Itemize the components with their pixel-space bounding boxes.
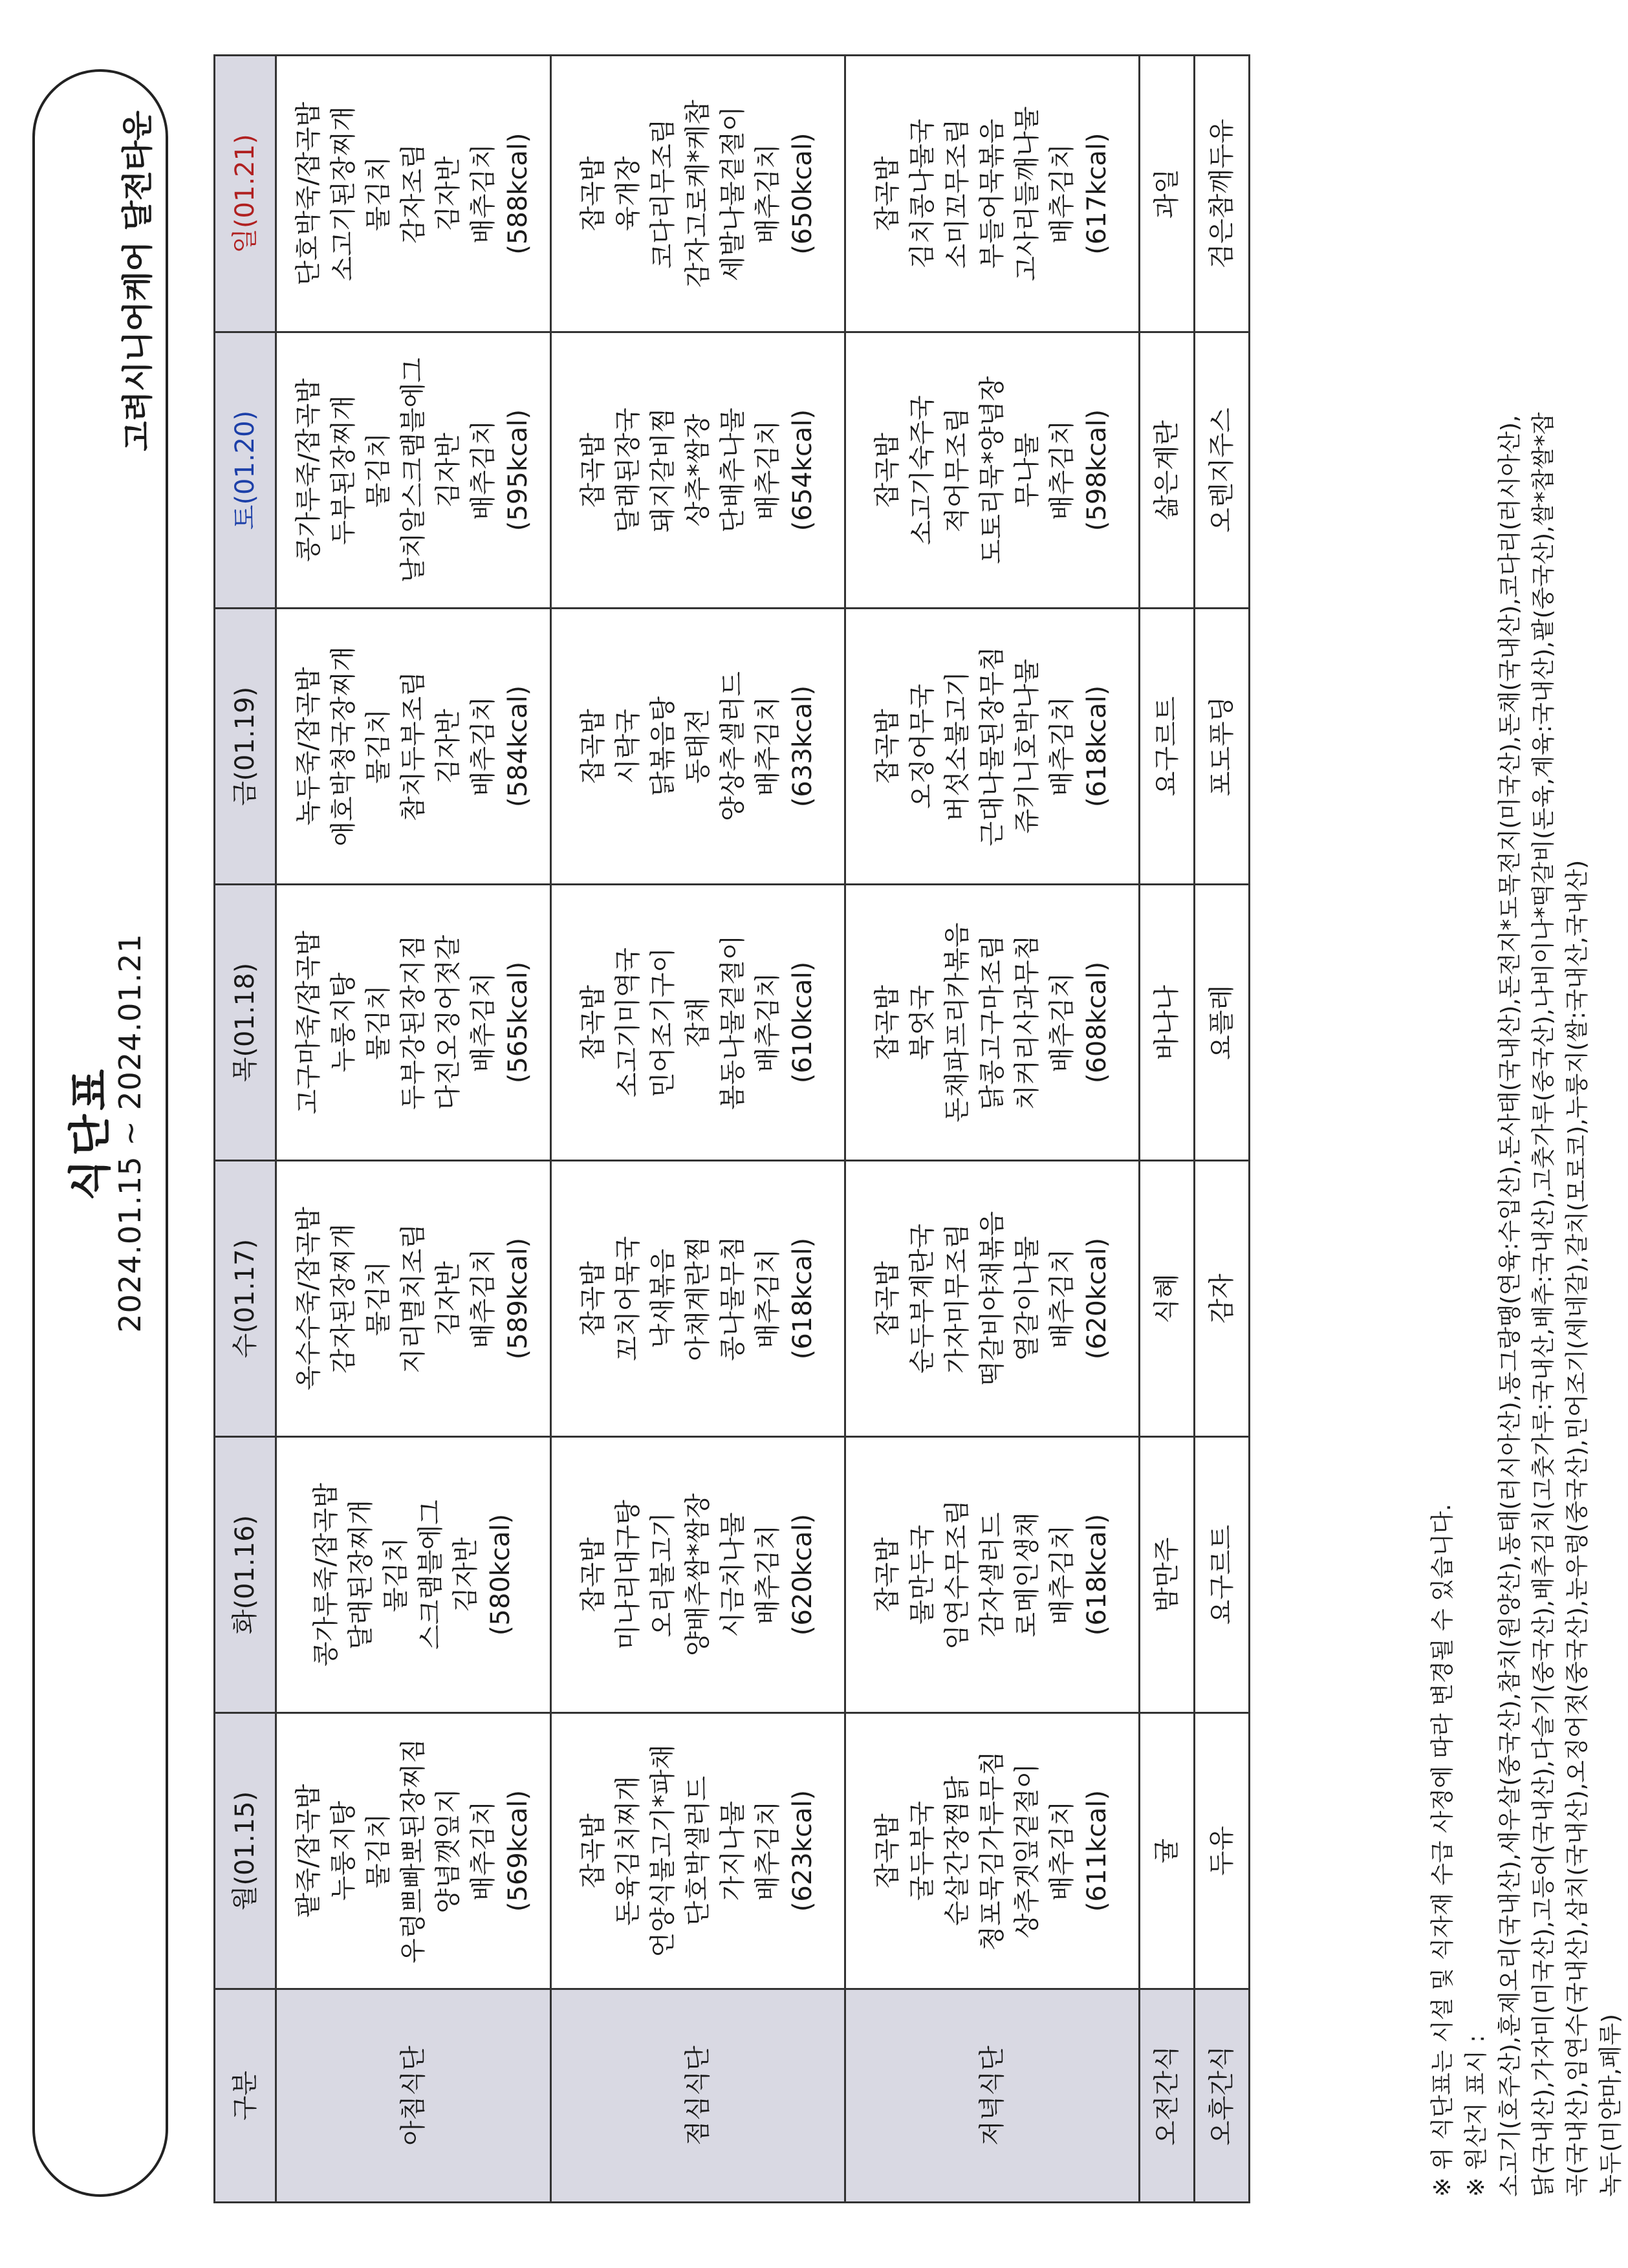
- menu-item: 민어조기구이: [648, 947, 678, 1097]
- menu-item: 잡채: [683, 997, 713, 1048]
- menu-item: (650kcal): [788, 133, 818, 255]
- menu-item: 누룽지탕: [329, 1800, 358, 1901]
- menu-item: 배추김치: [753, 1248, 783, 1349]
- menu-item: 배추김치: [1047, 1248, 1077, 1349]
- menu-cell: [1195, 1161, 1250, 1437]
- menu-cell: [276, 1161, 551, 1437]
- menu-item: 날치알스크램블에그: [398, 358, 428, 583]
- menu-item: 다진오징어젓갈: [433, 934, 463, 1110]
- menu-item: 상추*쌈장: [683, 413, 713, 527]
- menu-item: 김자반: [433, 433, 463, 508]
- menu-item: 아채계란찜: [683, 1236, 713, 1361]
- menu-item: 시락국: [613, 709, 643, 784]
- menu-item: 잡곡밥: [578, 1813, 608, 1888]
- menu-item: 물김치: [381, 1537, 411, 1612]
- menu-item: 배추김치: [468, 972, 498, 1073]
- menu-item: 닭볶음탕: [648, 696, 678, 797]
- menu-item: 돈육김치찌개: [613, 1776, 643, 1926]
- menu-item: 양념깻잎지: [433, 1788, 463, 1914]
- menu-item: (654kcal): [788, 409, 818, 532]
- menu-item: 단호박죽/잡곡밥: [294, 102, 323, 286]
- note-line: ※ 위 식단표는 시설 및 식자재 수급 사정에 따라 변경될 수 있습니다.: [1429, 1504, 1456, 2197]
- menu-item: 배추김치: [468, 1248, 498, 1349]
- note-line: 녹두(미얀마,페루): [1598, 2014, 1624, 2197]
- meal-row-label: 점심식단: [551, 1989, 845, 2203]
- day-header-fri: 금(01.19): [215, 609, 276, 885]
- menu-item: 청포묵김가루무침: [977, 1751, 1007, 1951]
- menu-item: 배추김치: [753, 1800, 783, 1901]
- menu-item: 배추김치: [753, 972, 783, 1073]
- menu-cell: [1140, 1437, 1195, 1713]
- menu-item: (620kcal): [788, 1513, 818, 1636]
- menu-item: (608kcal): [1082, 961, 1112, 1084]
- menu-cell: [845, 609, 1140, 885]
- menu-item: 콩가루죽/잡곡밥: [311, 1483, 341, 1667]
- menu-item: 누룽지탕: [329, 972, 358, 1073]
- menu-body: [276, 56, 1250, 2203]
- menu-item: 녹두죽/잡곡밥: [294, 667, 323, 826]
- menu-item: 소미꼬무조림: [942, 118, 972, 269]
- menu-cell: [551, 885, 845, 1161]
- menu-item: 배추김치: [1047, 144, 1077, 244]
- menu-item: 검은참깨두유: [1207, 118, 1237, 269]
- menu-cell: [276, 1437, 551, 1713]
- menu-item: 오리불고기: [648, 1512, 678, 1637]
- menu-item: 잡곡밥: [873, 1537, 902, 1612]
- menu-item: 밤만주: [1152, 1537, 1182, 1612]
- menu-item: 돼지갈비찜: [648, 407, 678, 533]
- menu-item: 열갈이나물: [1012, 1236, 1042, 1361]
- menu-item: 시금치나물: [718, 1512, 748, 1637]
- menu-item: 스크램블에그: [416, 1500, 446, 1650]
- menu-item: 소고기된장찌개: [329, 106, 358, 281]
- menu-item: 삶은계란: [1152, 420, 1182, 521]
- menu-item: (589kcal): [503, 1237, 533, 1360]
- menu-item: 돈채파프리카볶음: [942, 922, 972, 1123]
- menu-cell: [276, 885, 551, 1161]
- menu-cell: [551, 56, 845, 332]
- menu-item: 배추김치: [468, 1800, 498, 1901]
- menu-item: 꼬치어묵국: [613, 1236, 643, 1361]
- menu-item: 잡곡밥: [578, 156, 608, 232]
- menu-item: 물김치: [364, 1261, 393, 1336]
- menu-item: 잡곡밥: [578, 1537, 608, 1612]
- menu-cell: [1195, 332, 1250, 609]
- menu-cell: [551, 609, 845, 885]
- menu-item: 감자: [1207, 1273, 1237, 1324]
- menu-item: 세발나물겉절이: [718, 106, 748, 281]
- menu-item: 요플레: [1207, 985, 1237, 1060]
- menu-item: 가자미무조림: [942, 1224, 972, 1374]
- menu-cell: [1140, 609, 1195, 885]
- day-header-tue: 화(01.16): [215, 1437, 276, 1713]
- menu-item: (618kcal): [788, 1237, 818, 1360]
- header-row: [215, 56, 276, 2203]
- menu-item: 귤: [1152, 1838, 1182, 1864]
- menu-cell: [845, 1161, 1140, 1437]
- menu-item: 잡곡밥: [873, 433, 902, 508]
- menu-item: 배추김치: [1047, 420, 1077, 521]
- menu-item: (633kcal): [788, 685, 818, 808]
- menu-item: 옥수수죽/잡곡밥: [294, 1207, 323, 1390]
- menu-item: 배추김치: [1047, 972, 1077, 1073]
- menu-item: 잡곡밥: [578, 433, 608, 508]
- menu-item: 참치두부조림: [398, 671, 428, 821]
- menu-item: 고구마죽/잡곡밥: [294, 931, 323, 1114]
- menu-item: (623kcal): [788, 1789, 818, 1912]
- menu-item: 양배추쌈*쌈장: [683, 1493, 713, 1656]
- menu-cell: [551, 332, 845, 609]
- menu-item: 감자샐러드: [977, 1512, 1007, 1637]
- menu-item: 달래된장국: [613, 407, 643, 533]
- notes: [1426, 63, 1628, 2197]
- menu-cell: [1195, 1713, 1250, 1989]
- menu-cell: [1140, 332, 1195, 609]
- menu-item: 육개장: [613, 156, 643, 232]
- menu-item: 김자반: [433, 156, 463, 232]
- day-header-sat: 토(01.20): [215, 332, 276, 609]
- day-header-wed: 수(01.17): [215, 1161, 276, 1437]
- menu-item: 감자조림: [398, 144, 428, 244]
- menu-item: 치커리사과무침: [1012, 934, 1042, 1110]
- menu-item: (620kcal): [1082, 1237, 1112, 1360]
- menu-item: (617kcal): [1082, 133, 1112, 255]
- menu-cell: [1140, 1713, 1195, 1989]
- note-line: 곡(국내산),임연수(국내산),삼치(국내산),오징어젓(중국산),눈우렁(중국산),민어조기(세네갈),갈치(모로코),누룽지(쌀:국내산,국내산): [1564, 859, 1590, 2197]
- corner-header: 구분: [215, 1989, 276, 2203]
- menu-item: 떡갈비야채볶음: [977, 1211, 1007, 1387]
- meal-row: [1140, 56, 1195, 2203]
- menu-cell: [276, 1713, 551, 1989]
- menu-item: 잡곡밥: [873, 1813, 902, 1888]
- menu-item: 단배추나물: [718, 407, 748, 533]
- day-header-mon: 월(01.15): [215, 1713, 276, 1989]
- menu-item: 김자반: [433, 1261, 463, 1336]
- menu-item: 로메인생채: [1012, 1512, 1042, 1637]
- menu-item: 콩가루죽/잡곡밥: [294, 378, 323, 562]
- menu-item: 가지나물: [718, 1800, 748, 1901]
- note-line: ※ 원산지 표시 :: [1463, 2035, 1490, 2197]
- menu-cell: [1140, 885, 1195, 1161]
- menu-item: 배추김치: [753, 144, 783, 244]
- page-title: 식단표: [65, 1065, 115, 1201]
- title-banner: [32, 69, 168, 2197]
- menu-item: 배추김치: [753, 420, 783, 521]
- menu-item: (618kcal): [1082, 1513, 1112, 1636]
- menu-item: 무나물: [1012, 433, 1042, 508]
- menu-cell: [1195, 609, 1250, 885]
- menu-item: 물김치: [364, 433, 393, 508]
- menu-item: 콩나물무침: [718, 1236, 748, 1361]
- menu-item: 잡곡밥: [873, 156, 902, 232]
- menu-item: 김치콩나물국: [907, 118, 937, 269]
- menu-item: 배추김치: [468, 696, 498, 797]
- menu-item: 오징어무국: [907, 684, 937, 809]
- menu-item: 팥죽/잡곡밥: [294, 1784, 323, 1918]
- menu-cell: [276, 609, 551, 885]
- menu-cell: [551, 1437, 845, 1713]
- menu-item: 적어무조림: [942, 407, 972, 533]
- menu-item: 버섯소불고기: [942, 671, 972, 821]
- meal-row: [276, 56, 551, 2203]
- menu-item: 소고기미역국: [613, 947, 643, 1097]
- menu-item: 봄동나물겉절이: [718, 934, 748, 1110]
- menu-item: 단호박샐러드: [683, 1776, 713, 1926]
- menu-cell: [276, 56, 551, 332]
- facility-name: 고려시니어케어 달전타운: [120, 111, 156, 451]
- menu-item: 순살간장찜닭: [942, 1776, 972, 1926]
- menu-item: 배추김치: [1047, 696, 1077, 797]
- menu-item: 소고기숙주국: [907, 395, 937, 545]
- menu-cell: [1195, 56, 1250, 332]
- menu-item: 김자반: [433, 709, 463, 784]
- menu-item: 배추김치: [1047, 1800, 1077, 1901]
- menu-item: 과일: [1152, 168, 1182, 219]
- menu-item: 배추김치: [468, 144, 498, 244]
- menu-cell: [845, 1437, 1140, 1713]
- menu-item: 북엇국: [907, 985, 937, 1060]
- menu-item: 굴두부국: [907, 1800, 937, 1901]
- menu-item: 언양식불고기*파채: [648, 1744, 678, 1958]
- menu-item: 배추김치: [1047, 1524, 1077, 1625]
- menu-item: 잡곡밥: [873, 709, 902, 784]
- menu-item: 낙새볶음: [648, 1248, 678, 1349]
- menu-item: 오렌지주스: [1207, 407, 1237, 533]
- menu-item: 코다리무조림: [648, 118, 678, 269]
- menu-item: 잡곡밥: [578, 709, 608, 784]
- menu-item: 상추겟잎겉절이: [1012, 1763, 1042, 1939]
- menu-item: 김자반: [451, 1537, 481, 1612]
- menu-item: 근대나물된장무침: [977, 646, 1007, 847]
- menu-item: 양상추샐러드: [718, 671, 748, 821]
- menu-item: (611kcal): [1082, 1789, 1112, 1912]
- menu-item: 식혜: [1152, 1273, 1182, 1324]
- menu-item: 잡곡밥: [578, 985, 608, 1060]
- menu-item: 잡곡밥: [873, 985, 902, 1060]
- menu-item: 배추김치: [753, 1524, 783, 1625]
- day-header-sun: 일(01.21): [215, 56, 276, 332]
- menu-item: (569kcal): [503, 1789, 533, 1912]
- meal-row-label: 오전간식: [1140, 1989, 1195, 2203]
- date-range: 2024.01.15 ~ 2024.01.21: [113, 933, 147, 1333]
- menu-item: 물김치: [364, 709, 393, 784]
- meal-row-label: 저녁식단: [845, 1989, 1140, 2203]
- menu-item: (595kcal): [503, 409, 533, 532]
- menu-item: 배추김치: [753, 696, 783, 797]
- day-header-thu: 목(01.18): [215, 885, 276, 1161]
- menu-item: 물김치: [364, 1813, 393, 1888]
- menu-cell: [551, 1161, 845, 1437]
- meal-row: [551, 56, 845, 2203]
- menu-item: (588kcal): [503, 133, 533, 255]
- meal-row-label: 아침식단: [276, 1989, 551, 2203]
- menu-item: 감자된장찌개: [329, 1224, 358, 1374]
- menu-item: 동태전: [683, 709, 713, 784]
- menu-item: 잡곡밥: [873, 1261, 902, 1336]
- menu-item: 요구르트: [1207, 1524, 1237, 1625]
- meal-row-label: 오후간식: [1195, 1989, 1250, 2203]
- menu-item: 물만두국: [907, 1524, 937, 1625]
- menu-cell: [551, 1713, 845, 1989]
- menu-item: 지리멸치조림: [398, 1224, 428, 1374]
- menu-item: 임연수무조림: [942, 1500, 972, 1650]
- menu-item: 배추김치: [468, 420, 498, 521]
- menu-item: (598kcal): [1082, 409, 1112, 532]
- menu-item: 두유: [1207, 1826, 1237, 1876]
- menu-item: (610kcal): [788, 961, 818, 1084]
- menu-item: 고사리들깨나물: [1012, 106, 1042, 281]
- menu-cell: [1140, 56, 1195, 332]
- menu-item: 두부강된장지짐: [398, 934, 428, 1110]
- menu-item: 우렁쁘빠뽀된장찌짐: [398, 1738, 428, 1963]
- menu-item: 부들어묵볶음: [977, 118, 1007, 269]
- meal-row: [1195, 56, 1250, 2203]
- menu-item: 포도푸딩: [1207, 696, 1237, 797]
- menu-cell: [845, 332, 1140, 609]
- menu-cell: [845, 885, 1140, 1161]
- menu-item: (580kcal): [486, 1513, 516, 1636]
- menu-item: 애호박청국장찌개: [329, 646, 358, 847]
- menu-cell: [1195, 1437, 1250, 1713]
- meal-row: [845, 56, 1140, 2203]
- menu-cell: [276, 332, 551, 609]
- menu-item: 쥬키니호박나물: [1012, 658, 1042, 834]
- menu-item: 감자고로케*케찹: [683, 100, 713, 288]
- menu-item: 잡곡밥: [578, 1261, 608, 1336]
- menu-item: 순두부계란국: [907, 1224, 937, 1374]
- note-line: 닭(국내산),가자미(미국산),고등어(국내산),다슬기(중국산),배추김치(고춧가루:국내산,배추:국내산),고춧가루(중국산),나비이나*떡갈비(돈육,계육:국내산),팥(중국산),쌀*찹쌀*잡: [1530, 412, 1557, 2197]
- menu-item: (584kcal): [503, 685, 533, 808]
- menu-item: (618kcal): [1082, 685, 1112, 808]
- menu-item: 물김치: [364, 156, 393, 232]
- menu-cell: [1195, 885, 1250, 1161]
- menu-item: 달래된장찌개: [346, 1500, 376, 1650]
- menu-item: 요구르트: [1152, 696, 1182, 797]
- menu-item: 두부된장찌개: [329, 395, 358, 545]
- menu-cell: [845, 1713, 1140, 1989]
- menu-cell: [845, 56, 1140, 332]
- menu-item: 도토리묵*양념장: [977, 376, 1007, 565]
- menu-item: (565kcal): [503, 961, 533, 1084]
- menu-item: 닭콩고구마조림: [977, 934, 1007, 1110]
- menu-table: [213, 54, 1250, 2203]
- menu-item: 물김치: [364, 985, 393, 1060]
- menu-cell: [1140, 1161, 1195, 1437]
- note-line: 소고기(호주산),훈제오리(국내산),새우살(중국산),참치(원양산),동태(러시아산),동그랑땡(연육:수입산),돈사태(국내산),돈전지*도목전지(미국산),돈채(국내산),코다리(러시아산),: [1497, 415, 1523, 2197]
- menu-item: 바나나: [1152, 985, 1182, 1060]
- menu-item: 미나리대구탕: [613, 1500, 643, 1650]
